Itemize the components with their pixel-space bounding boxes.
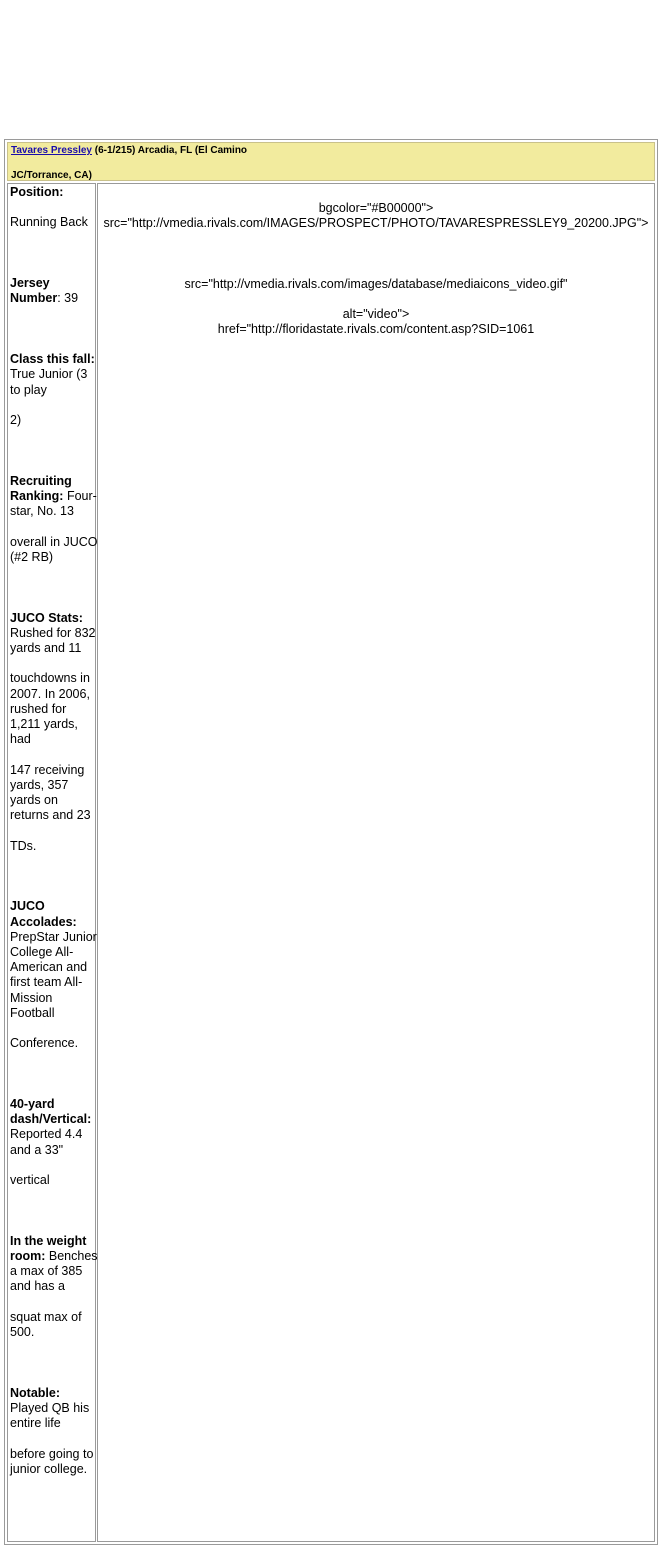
- player-info-cell: [7, 183, 96, 1542]
- stats-label: JUCO Stats:: [10, 610, 83, 625]
- raw-markup-video-alt: alt="video">: [342, 307, 410, 321]
- stats-value: Rushed for 832 yards and 11: [10, 625, 96, 655]
- class-value: True Junior (3 to play: [10, 367, 88, 397]
- position-value: Running Back: [10, 215, 88, 230]
- media-cell: [97, 183, 655, 1542]
- raw-markup-bgcolor: bgcolor="#B00000">: [318, 201, 434, 215]
- weight-value: Benches a max of 385 and has a: [10, 1248, 98, 1294]
- accolades-label: JUCO Accolades:: [10, 899, 77, 929]
- jersey-value: : 39: [57, 291, 79, 306]
- ranking-value-cont: overall in JUCO (#2 RB): [10, 534, 98, 564]
- notable-value-cont: before going to junior college.: [10, 1446, 94, 1476]
- class-value-cont: 2): [10, 412, 22, 427]
- stats-value-2: touchdowns in 2007. In 2006, rushed for 1,211 yards, had: [10, 671, 90, 747]
- player-info-text: [10, 185, 98, 1477]
- jersey-label: Jersey Number: [10, 276, 58, 306]
- weight-label: In the weight room:: [10, 1233, 87, 1263]
- class-label: Class this fall:: [10, 352, 95, 367]
- weight-value-cont: squat max of 500.: [10, 1309, 82, 1339]
- dash-label: 40-yard dash/Vertical:: [10, 1096, 92, 1127]
- notable-label: Notable:: [10, 1385, 60, 1400]
- header-line-2: JC/Torrance, CA): [11, 170, 92, 181]
- accolades-value: PrepStar Junior College All-American and first team All-Mission Football: [10, 929, 97, 1020]
- position-label: Position:: [10, 185, 64, 199]
- notable-value: Played QB his entire life: [10, 1400, 90, 1431]
- dash-value-cont: vertical: [10, 1172, 50, 1187]
- raw-markup-video-href: href="http://floridastate.rivals.com/content.asp?SID=1061: [217, 322, 535, 336]
- player-name-link[interactable]: Tavares Pressley: [11, 145, 92, 156]
- header-line-1: [11, 145, 247, 157]
- player-header: [7, 142, 655, 181]
- accolades-value-cont: Conference.: [10, 1036, 79, 1051]
- raw-markup-photo-src: src="http://vmedia.rivals.com/IMAGES/PROSPECT/PHOTO/TAVARESPRESSLEY9_20200.JPG">: [103, 216, 649, 230]
- ranking-value: Four-star, No. 13: [10, 488, 97, 519]
- player-details: (6-1/215) Arcadia, FL (El Camino: [92, 145, 248, 156]
- profile-table: [4, 139, 658, 1545]
- stats-value-4: TDs.: [10, 838, 37, 853]
- ranking-label: Recruiting Ranking:: [10, 473, 72, 503]
- raw-markup-video-src: src="http://vmedia.rivals.com/images/database/mediaicons_video.gif": [184, 277, 568, 291]
- stats-value-3: 147 receiving yards, 357 yards on returns and 23: [10, 762, 91, 823]
- dash-value: Reported 4.4 and a 33": [10, 1127, 83, 1157]
